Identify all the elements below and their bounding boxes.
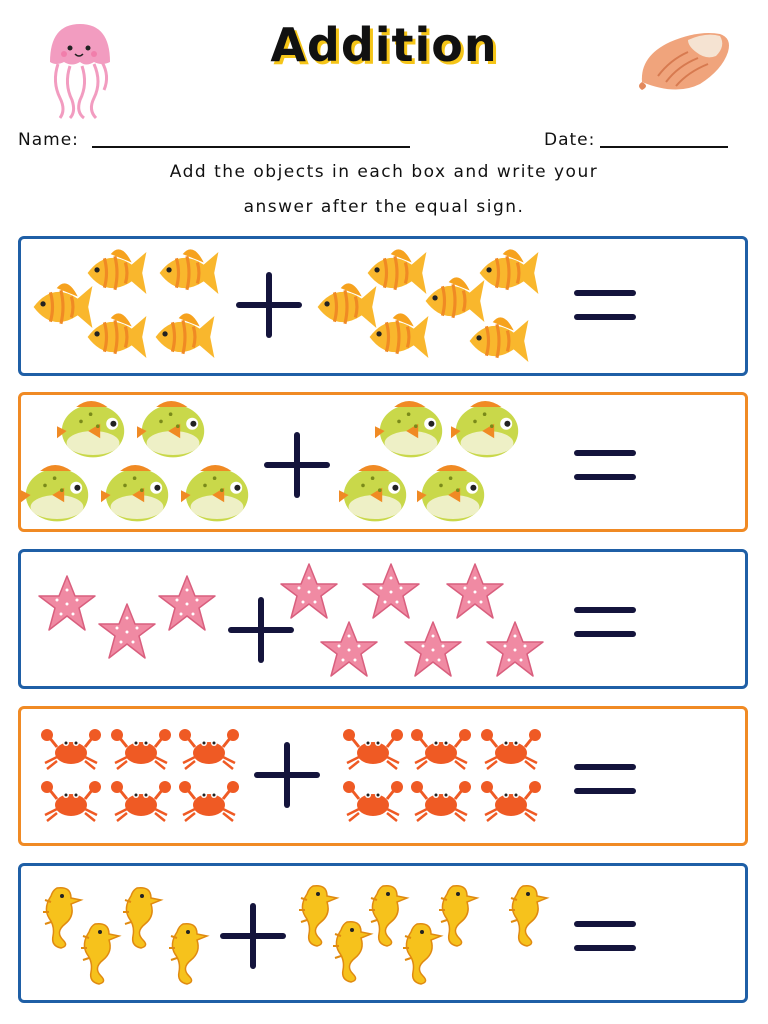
date-label: Date: xyxy=(544,130,596,150)
crab-icon xyxy=(481,729,541,769)
pufferfish-icon xyxy=(417,465,484,521)
crab-icon xyxy=(41,781,101,821)
starfish-icon xyxy=(321,622,377,676)
crab-icon xyxy=(411,729,471,769)
equals-sign xyxy=(577,767,633,791)
pufferfish-icon xyxy=(137,401,204,457)
problem-drawing-seahorse xyxy=(21,866,745,1000)
fish-icon xyxy=(318,283,377,328)
fish-icon xyxy=(88,313,147,358)
pufferfish-icon xyxy=(375,401,442,457)
pufferfish-icon xyxy=(451,401,518,457)
crab-icon xyxy=(343,729,403,769)
equals-sign xyxy=(577,924,633,948)
crab-icon xyxy=(179,781,239,821)
plus-sign xyxy=(231,600,291,660)
date-field[interactable] xyxy=(600,146,728,148)
starfish-icon xyxy=(447,564,503,618)
seashell-icon xyxy=(636,26,734,98)
equals-sign xyxy=(577,293,633,317)
problem-drawing-fish xyxy=(21,239,745,373)
problem-drawing-crab xyxy=(21,709,745,843)
pufferfish-icon xyxy=(181,465,248,521)
equals-sign xyxy=(577,453,633,477)
problem-box-crab xyxy=(18,706,748,846)
seahorse-icon xyxy=(509,886,547,946)
problem-box-fish xyxy=(18,236,748,376)
fish-icon xyxy=(370,313,429,358)
seahorse-icon xyxy=(81,924,119,984)
fish-icon xyxy=(470,317,529,362)
problem-box-starfish xyxy=(18,549,748,689)
name-label: Name: xyxy=(18,130,79,150)
problem-drawing-starfish xyxy=(21,552,745,686)
crab-icon xyxy=(179,729,239,769)
starfish-icon xyxy=(487,622,543,676)
pufferfish-icon xyxy=(21,465,88,521)
starfish-icon xyxy=(363,564,419,618)
instruction-line-1: Add the objects in each box and write your xyxy=(169,162,599,182)
plus-sign xyxy=(239,275,299,335)
seahorse-icon xyxy=(123,888,161,948)
plus-sign xyxy=(223,906,283,966)
fish-icon xyxy=(88,249,147,294)
seahorse-icon xyxy=(333,922,371,982)
instruction-line-2: answer after the equal sign. xyxy=(243,197,525,217)
crab-icon xyxy=(343,781,403,821)
fish-icon xyxy=(426,277,485,322)
fish-icon xyxy=(156,313,215,358)
fish-icon xyxy=(480,249,539,294)
seahorse-icon xyxy=(369,886,407,946)
pufferfish-icon xyxy=(339,465,406,521)
starfish-icon xyxy=(99,604,155,658)
crab-icon xyxy=(111,729,171,769)
starfish-icon xyxy=(281,564,337,618)
fish-icon xyxy=(368,249,427,294)
seahorse-icon xyxy=(403,924,441,984)
seahorse-icon xyxy=(299,886,337,946)
fish-icon xyxy=(34,283,93,328)
seahorse-icon xyxy=(439,886,477,946)
crab-icon xyxy=(481,781,541,821)
problem-drawing-pufferfish xyxy=(21,395,745,529)
name-field[interactable] xyxy=(92,146,410,148)
worksheet-title: Addition xyxy=(270,18,498,72)
plus-sign xyxy=(257,745,317,805)
plus-sign xyxy=(267,435,327,495)
equals-sign xyxy=(577,610,633,634)
problem-box-seahorse xyxy=(18,863,748,1003)
problem-box-pufferfish xyxy=(18,392,748,532)
starfish-icon xyxy=(159,576,215,630)
pufferfish-icon xyxy=(57,401,124,457)
seahorse-icon xyxy=(169,924,207,984)
seahorse-icon xyxy=(43,888,81,948)
name-date-row xyxy=(18,128,738,158)
crab-icon xyxy=(111,781,171,821)
starfish-icon xyxy=(39,576,95,630)
pufferfish-icon xyxy=(101,465,168,521)
starfish-icon xyxy=(405,622,461,676)
jellyfish-icon xyxy=(42,20,118,120)
crab-icon xyxy=(411,781,471,821)
fish-icon xyxy=(160,249,219,294)
crab-icon xyxy=(41,729,101,769)
